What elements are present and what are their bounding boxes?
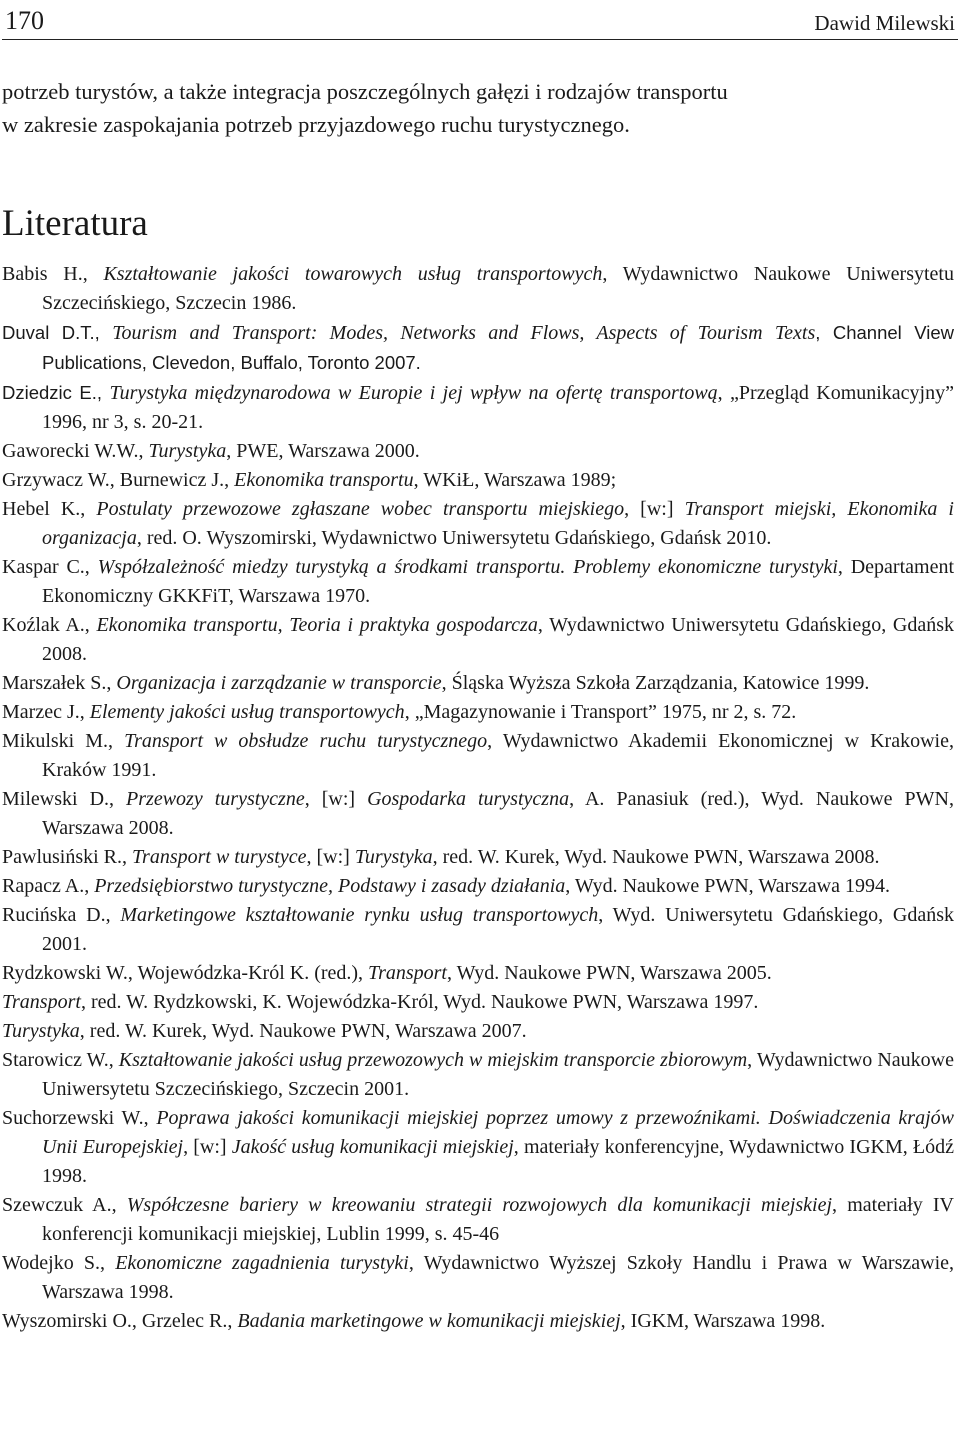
reference-text: Dziedzic E., xyxy=(2,382,110,403)
reference-text: Suchorzewski W., xyxy=(2,1107,157,1129)
reference-title: Tourism and Transport: Modes, Networks and Flows, Aspects of Tourism Texts xyxy=(112,322,816,344)
reference-title: Transport xyxy=(2,991,81,1013)
reference-text: , Wyd. Naukowe PWN, Warszawa 1994. xyxy=(565,875,890,897)
reference-text: Kaspar C., xyxy=(2,556,98,578)
reference-text: Wodejko S., xyxy=(2,1252,116,1274)
reference-title: Postulaty przewozowe zgłaszane wobec transportu miejskiego xyxy=(96,498,625,520)
intro-paragraph xyxy=(2,75,957,141)
reference-entry xyxy=(2,843,954,872)
reference-title: Ekonomika transportu, Teoria i praktyka gospodarcza xyxy=(96,614,538,636)
intro-line: w zakresie zaspokajania potrzeb przyjazdowego ruchu turystycznego. xyxy=(2,112,630,137)
reference-title: Transport w turystyce xyxy=(132,846,307,868)
reference-title: Gospodarka turystyczna xyxy=(367,788,570,810)
reference-text: , red. W. Kurek, Wyd. Naukowe PWN, Warszawa 2007. xyxy=(79,1020,527,1042)
reference-entry xyxy=(2,611,954,669)
reference-text: , A. Panasiuk (red.), Wyd. Naukowe PWN, Warszawa 2008. xyxy=(42,788,954,839)
reference-text: Grzywacz W., Burnewicz J., xyxy=(2,469,235,491)
reference-text: , IGKM, Warszawa 1998. xyxy=(620,1310,826,1332)
reference-title: Transport w obsłudze ruchu turystycznego xyxy=(124,730,488,752)
reference-text: Marszałek S., xyxy=(2,672,117,694)
reference-entry xyxy=(2,785,954,843)
reference-title: Przedsiębiorstwo turystyczne, Podstawy i zasady działania xyxy=(94,875,566,897)
reference-title: Elementy jakości usług transportowych xyxy=(89,701,405,723)
intro-line: potrzeb turystów, a także integracja poszczególnych gałęzi i rodzajów transportu xyxy=(2,79,728,104)
reference-text: , [w:] xyxy=(624,498,685,520)
reference-title: Współzależność miedzy turystyką a środkami transportu. Problemy ekonomiczne turystyki xyxy=(97,556,838,578)
reference-title: Przewozy turystyczne xyxy=(126,788,305,810)
reference-list xyxy=(2,260,958,1336)
reference-text: , Channel View Publications, Clevedon, Buffalo, Toronto 2007. xyxy=(42,322,954,373)
running-header-author: Dawid Milewski xyxy=(814,11,955,35)
reference-entry xyxy=(2,1249,954,1307)
reference-text: Rapacz A., xyxy=(2,875,95,897)
reference-text: Koźlak A., xyxy=(2,614,97,636)
reference-text: , materiały konferencyjne, Wydawnictwo IGKM, Łódź 1998. xyxy=(42,1136,954,1187)
reference-entry xyxy=(2,1307,954,1336)
reference-text: , Wyd. Naukowe PWN, Warszawa 2005. xyxy=(446,962,772,984)
reference-title: Poprawa jakości komunikacji miejskiej poprzez umowy z przewoźnikami. Doświadczenia krajów Unii Europejskiej xyxy=(42,1107,954,1158)
reference-text: Rucińska D., xyxy=(2,904,121,926)
reference-entry xyxy=(2,318,954,378)
reference-title: Badania marketingowe w komunikacji miejskiej xyxy=(237,1310,621,1332)
reference-entry xyxy=(2,698,954,727)
reference-entry xyxy=(2,872,954,901)
page-number: 170 xyxy=(5,6,44,35)
running-header xyxy=(2,0,958,40)
reference-text: Mikulski M., xyxy=(2,730,125,752)
reference-text: , [w:] xyxy=(183,1136,232,1158)
reference-entry xyxy=(2,988,954,1017)
reference-text: , Wydawnictwo Naukowe Uniwersytetu Szczecińskiego, Szczecin 1986. xyxy=(42,263,954,314)
reference-title: Kształtowanie jakości towarowych usług transportowych xyxy=(103,263,603,285)
reference-text: , xyxy=(82,263,104,285)
reference-entry xyxy=(2,959,954,988)
reference-title: Ekonomiczne zagadnienia turystyki xyxy=(115,1252,409,1274)
reference-title: Turystyka xyxy=(148,440,227,462)
reference-title: Współczesne bariery w kreowaniu strategii rozwojowych dla komunikacji miejskiej xyxy=(126,1194,833,1216)
reference-entry xyxy=(2,1017,954,1046)
reference-text: Marzec J., xyxy=(2,701,90,723)
reference-text: Rydzkowski W., Wojewódzka-Król K. (red.), xyxy=(2,962,369,984)
reference-text: , Wydawnictwo Wyższej Szkoły Handlu i Prawa w Warszawie, Warszawa 1998. xyxy=(42,1252,954,1303)
reference-text: , red. O. Wyszomirski, Wydawnictwo Uniwersytetu Gdańskiego, Gdańsk 2010. xyxy=(136,527,772,549)
reference-entry xyxy=(2,1191,954,1249)
reference-text: , red. W. Kurek, Wyd. Naukowe PWN, Warszawa 2008. xyxy=(432,846,880,868)
reference-entry xyxy=(2,553,954,611)
section-title: Literatura xyxy=(2,203,148,244)
reference-text: , Śląska Wyższa Szkoła Zarządzania, Katowice 1999. xyxy=(441,672,870,694)
reference-text: Szewczuk A., xyxy=(2,1194,127,1216)
reference-entry xyxy=(2,260,954,318)
reference-entry xyxy=(2,466,954,495)
reference-title: Marketingowe kształtowanie rynku usług transportowych xyxy=(120,904,599,926)
reference-text: , Wydawnictwo Naukowe Uniwersytetu Szczecińskiego, Szczecin 2001. xyxy=(42,1049,955,1100)
reference-title: Organizacja i zarządzanie w transporcie xyxy=(116,672,442,694)
reference-title: Turystyka xyxy=(354,846,433,868)
reference-entry xyxy=(2,495,954,553)
reference-text: , „Przegląd Komunikacyjny” 1996, nr 3, s. 20-21. xyxy=(42,382,954,433)
reference-entry xyxy=(2,727,954,785)
reference-text: Babis H. xyxy=(2,263,83,285)
reference-text: Starowicz W., xyxy=(2,1049,119,1071)
reference-text: Wyszomirski O., Grzelec R., xyxy=(2,1310,238,1332)
reference-title: Turystyka xyxy=(2,1020,80,1042)
reference-entry xyxy=(2,437,954,466)
reference-title: Ekonomika transportu xyxy=(234,469,414,491)
reference-text: , WKiŁ, Warszawa 1989; xyxy=(413,469,617,491)
reference-entry xyxy=(2,901,954,959)
reference-title: Transport miejski, Ekonomika i organizacja xyxy=(42,498,954,549)
reference-title: Turystyka międzynarodowa w Europie i jej wpływ na ofertę transportową xyxy=(109,382,718,404)
reference-text: Gaworecki W.W., xyxy=(2,440,149,462)
reference-entry xyxy=(2,1104,954,1191)
reference-text: , PWE, Warszawa 2000. xyxy=(226,440,420,462)
reference-title: Kształtowanie jakości usług przewozowych w miejskim transporcie zbiorowym xyxy=(118,1049,748,1071)
reference-text: Milewski D., xyxy=(2,788,127,810)
reference-text: , materiały IV konferencji komunikacji miejskiej, Lublin 1999, s. 45-46 xyxy=(42,1194,954,1245)
reference-entry xyxy=(2,669,954,698)
reference-text: , [w:] xyxy=(306,846,355,868)
reference-text: , red. W. Rydzkowski, K. Wojewódzka-Król, Wyd. Naukowe PWN, Warszawa 1997. xyxy=(80,991,759,1013)
reference-text: , [w:] xyxy=(304,788,368,810)
reference-title: Jakość usług komunikacji miejskiej xyxy=(231,1136,514,1158)
reference-entry xyxy=(2,1046,954,1104)
reference-text: , Wydawnictwo Uniwersytetu Gdańskiego, Gdańsk 2008. xyxy=(42,614,955,665)
reference-text: Hebel K., xyxy=(2,498,97,520)
reference-text: Pawlusiński R., xyxy=(2,846,133,868)
reference-title: Transport xyxy=(368,962,447,984)
reference-text: , Wyd. Uniwersytetu Gdańskiego, Gdańsk 2001. xyxy=(42,904,954,955)
reference-entry xyxy=(2,378,954,437)
reference-text: Duval D.T., xyxy=(2,322,113,343)
reference-text: , „Magazynowanie i Transport” 1975, nr 2, s. 72. xyxy=(404,701,797,723)
reference-text: , Wydawnictwo Akademii Ekonomicznej w Krakowie, Kraków 1991. xyxy=(42,730,954,781)
reference-text: , Departament Ekonomiczny GKKFiT, Warszawa 1970. xyxy=(42,556,955,607)
